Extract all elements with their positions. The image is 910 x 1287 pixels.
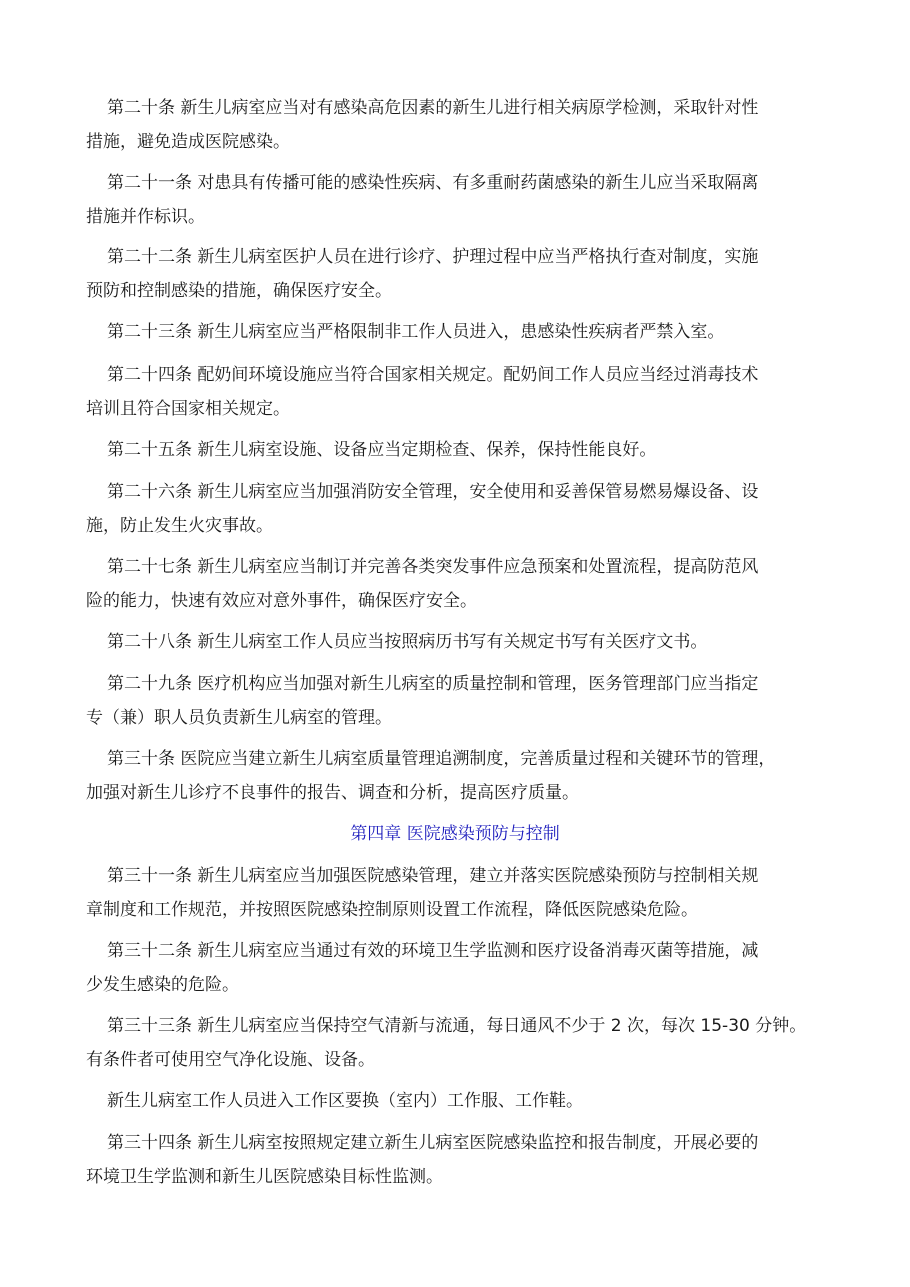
paragraph-line: 有条件者可使用空气净化设施、设备。 — [86, 1050, 375, 1070]
paragraph-line: 第二十三条 新生儿病室应当严格限制非工作人员进入，患感染性疾病者严禁入室。 — [107, 322, 725, 342]
paragraph-line: 新生儿病室工作人员进入工作区要换（室内）工作服、工作鞋。 — [107, 1091, 583, 1111]
article-30 — [86, 742, 826, 810]
paragraph-line: 加强对新生儿诊疗不良事件的报告、调查和分析，提高医疗质量。 — [86, 783, 579, 803]
article-34 — [86, 1126, 826, 1194]
article-24 — [86, 358, 826, 426]
article-26 — [86, 475, 826, 543]
paragraph-line: 第二十条 新生儿病室应当对有感染高危因素的新生儿进行相关病原学检测，采取针对性 — [107, 98, 759, 118]
paragraph-line: 预防和控制感染的措施，确保医疗安全。 — [86, 281, 392, 301]
paragraph-line: 少发生感染的危险。 — [86, 975, 239, 995]
paragraph-line: 章制度和工作规范，并按照医院感染控制原则设置工作流程，降低医院感染危险。 — [86, 900, 698, 920]
paragraph-line: 第二十九条 医疗机构应当加强对新生儿病室的质量控制和管理，医务管理部门应当指定 — [107, 674, 759, 694]
paragraph-line: 第二十二条 新生儿病室医护人员在进行诊疗、护理过程中应当严格执行查对制度，实施 — [107, 247, 759, 267]
chapter-heading: 第四章 医院感染预防与控制 — [350, 824, 560, 844]
article-25 — [86, 433, 826, 467]
article-23 — [86, 315, 826, 349]
paragraph-line: 险的能力，快速有效应对意外事件，确保医疗安全。 — [86, 591, 477, 611]
paragraph-line: 第二十七条 新生儿病室应当制订并完善各类突发事件应急预案和处置流程，提高防范风 — [107, 557, 759, 577]
paragraph-line: 措施，避免造成医院感染。 — [86, 132, 290, 152]
article-22 — [86, 240, 826, 308]
article-32 — [86, 934, 826, 1002]
paragraph-line: 第三十四条 新生儿病室按照规定建立新生儿病室医院感染监控和报告制度，开展必要的 — [107, 1133, 759, 1153]
paragraph-line: 培训且符合国家相关规定。 — [86, 399, 290, 419]
paragraph-line: 措施并作标识。 — [86, 207, 205, 227]
article-33 — [86, 1009, 826, 1077]
paragraph-line: 第三十二条 新生儿病室应当通过有效的环境卫生学监测和医疗设备消毒灭菌等措施，减 — [107, 941, 759, 961]
paragraph-line: 专（兼）职人员负责新生儿病室的管理。 — [86, 708, 392, 728]
paragraph-line: 第二十一条 对患具有传播可能的感染性疾病、有多重耐药菌感染的新生儿应当采取隔离 — [107, 173, 759, 193]
article-20 — [86, 91, 826, 159]
paragraph-line: 施，防止发生火灾事故。 — [86, 516, 273, 536]
paragraph-line: 第二十五条 新生儿病室设施、设备应当定期检查、保养，保持性能良好。 — [107, 440, 657, 460]
staff-dress-rule — [86, 1084, 826, 1118]
paragraph-line: 第二十四条 配奶间环境设施应当符合国家相关规定。配奶间工作人员应当经过消毒技术 — [107, 365, 759, 385]
paragraph-line: 第三十三条 新生儿病室应当保持空气清新与流通，每日通风不少于 2 次，每次 15-30 分钟。 — [107, 1016, 807, 1036]
article-21 — [86, 166, 826, 234]
paragraph-line: 第三十条 医院应当建立新生儿病室质量管理追溯制度，完善质量过程和关键环节的管理， — [107, 749, 776, 769]
article-27 — [86, 550, 826, 618]
article-31 — [86, 859, 826, 927]
paragraph-line: 第二十八条 新生儿病室工作人员应当按照病历书写有关规定书写有关医疗文书。 — [107, 632, 708, 652]
paragraph-line: 第三十一条 新生儿病室应当加强医院感染管理，建立并落实医院感染预防与控制相关规 — [107, 866, 759, 886]
article-29 — [86, 667, 826, 735]
article-28 — [86, 625, 826, 659]
paragraph-line: 环境卫生学监测和新生儿医院感染目标性监测。 — [86, 1167, 443, 1187]
paragraph-line: 第二十六条 新生儿病室应当加强消防安全管理，安全使用和妥善保管易燃易爆设备、设 — [107, 482, 759, 502]
